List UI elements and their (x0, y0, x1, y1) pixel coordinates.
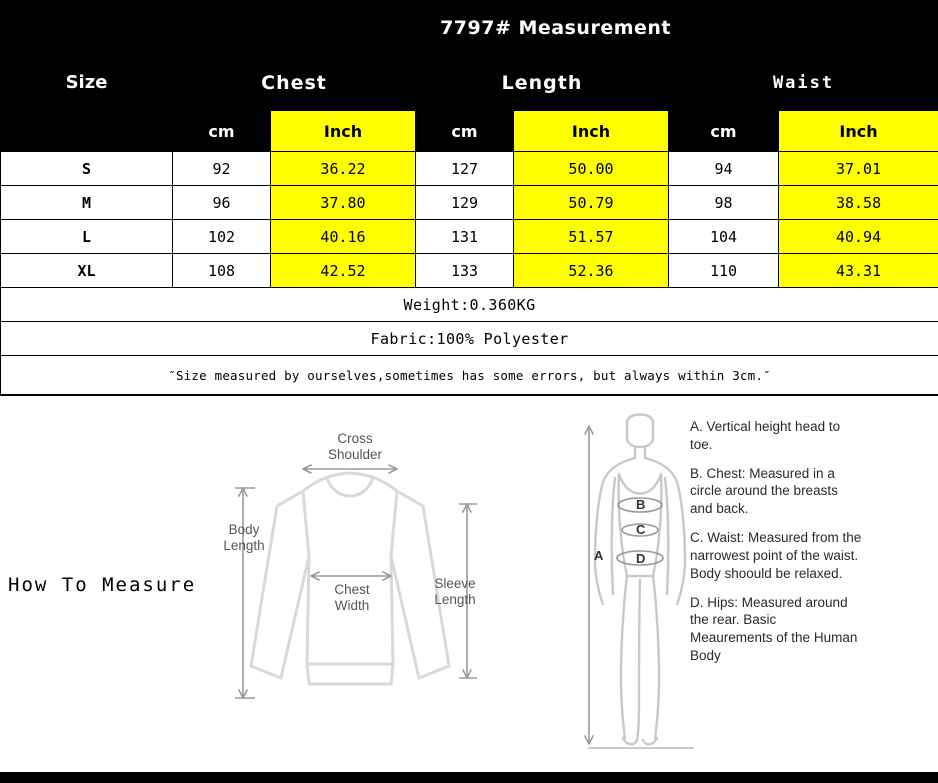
cell-xl-waist-cm: 110 (669, 254, 779, 288)
table-row (1, 220, 938, 254)
cell-xl-chest-cm: 108 (173, 254, 271, 288)
description-b: B. Chest: Measured in a circle around the breasts and back. (690, 465, 838, 517)
row-size-s: S (1, 152, 173, 186)
human-body-illustration-icon (575, 408, 705, 753)
cell-m-chest-inch: 37.80 (271, 186, 416, 220)
body-label-a: A (594, 548, 604, 563)
unit-spacer (1, 111, 173, 152)
description-c: C. Waist: Measured from the narrowest point of the waist. Body shoould be relaxed. (690, 530, 862, 581)
disclaimer-note: ″Size measured by ourselves,sometimes has some errors, but always within 3cm.″ (1, 356, 938, 395)
cell-m-waist-cm: 98 (669, 186, 779, 220)
cell-l-chest-cm: 102 (173, 220, 271, 254)
cell-m-length-inch: 50.79 (514, 186, 669, 220)
label-cross-shoulder: Cross Shoulder (327, 431, 383, 462)
label-body-length: Body Length (223, 522, 265, 553)
cell-s-length-cm: 127 (416, 152, 514, 186)
cell-l-length-inch: 51.57 (514, 220, 669, 254)
table-group-header-row (1, 55, 938, 111)
cell-s-length-inch: 50.00 (514, 152, 669, 186)
how-to-measure-section (0, 395, 938, 772)
unit-waist-inch: Inch (779, 111, 938, 152)
cell-s-chest-inch: 36.22 (271, 152, 416, 186)
weight-row (1, 288, 938, 322)
garment-illustration-icon (215, 416, 505, 726)
body-figure-diagram (575, 408, 705, 753)
title-spacer (1, 1, 173, 55)
cell-s-waist-inch: 37.01 (779, 152, 938, 186)
cell-m-waist-inch: 38.58 (779, 186, 938, 220)
cell-xl-length-inch: 52.36 (514, 254, 669, 288)
cell-m-chest-cm: 96 (173, 186, 271, 220)
unit-chest-cm: cm (173, 111, 271, 152)
table-row (1, 254, 938, 288)
group-header-length: Length (416, 55, 669, 111)
table-title: 7797# Measurement (173, 1, 938, 55)
cell-l-waist-cm: 104 (669, 220, 779, 254)
label-sleeve-length: Sleeve Length (434, 576, 476, 607)
cell-s-waist-cm: 94 (669, 152, 779, 186)
row-size-m: M (1, 186, 173, 220)
unit-waist-cm: cm (669, 111, 779, 152)
table-row (1, 152, 938, 186)
group-header-chest: Chest (173, 55, 416, 111)
cell-xl-waist-inch: 43.31 (779, 254, 938, 288)
garment-diagram (215, 416, 505, 726)
cell-l-chest-inch: 40.16 (271, 220, 416, 254)
unit-length-cm: cm (416, 111, 514, 152)
fabric-note: Fabric:100% Polyester (1, 322, 938, 356)
unit-chest-inch: Inch (271, 111, 416, 152)
cell-l-length-cm: 131 (416, 220, 514, 254)
table-row (1, 186, 938, 220)
cell-xl-chest-inch: 42.52 (271, 254, 416, 288)
how-to-measure-title: How To Measure (8, 574, 197, 596)
description-d: D. Hips: Measured around the rear. Basic Meaurements of the Human Body (690, 594, 858, 663)
weight-note: Weight:0.360KG (1, 288, 938, 322)
label-chest-width: Chest Width (334, 582, 370, 613)
row-size-xl: XL (1, 254, 173, 288)
cell-l-waist-inch: 40.94 (779, 220, 938, 254)
cell-s-chest-cm: 92 (173, 152, 271, 186)
fabric-row (1, 322, 938, 356)
table-title-row (1, 1, 938, 55)
table-unit-row (1, 111, 938, 152)
group-header-waist: Waist (669, 55, 938, 111)
cell-m-length-cm: 129 (416, 186, 514, 220)
unit-length-inch: Inch (514, 111, 669, 152)
description-a: A. Vertical height head to toe. (690, 419, 841, 452)
row-size-l: L (1, 220, 173, 254)
cell-xl-length-cm: 133 (416, 254, 514, 288)
body-label-d: D (636, 551, 646, 566)
measurement-descriptions (690, 418, 862, 665)
body-label-b: B (636, 497, 646, 512)
disclaimer-row (1, 356, 938, 395)
body-label-c: C (636, 522, 646, 537)
size-header: Size (1, 55, 173, 111)
